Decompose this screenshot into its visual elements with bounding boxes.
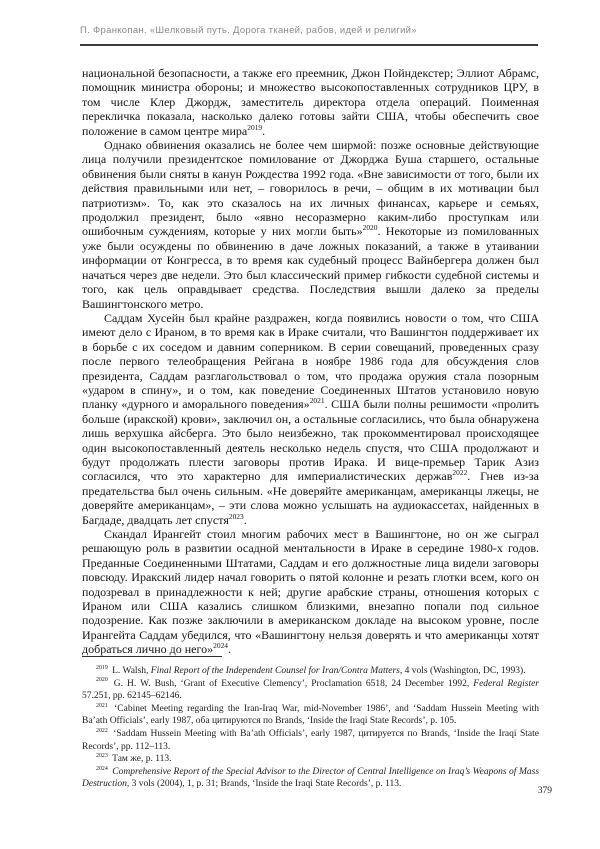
footnotes — [82, 665, 539, 791]
footnote: $^{2020}$ G. H. W. Bush, ‘Grant of Executive Clemency’, Proclamation 6518, 24 December 1992, Federal Register 57.251, pp. 62145–62146. — [82, 677, 540, 702]
footnote: $^{2019}$ L. Walsh, Final Report of the Independent Counsel for Iran/Contra Matters, 4 vols (Washington, DC, 1993). — [96, 664, 526, 676]
footnote-number: 2021 — [96, 702, 108, 709]
footnote-ref: 2021 — [309, 396, 325, 406]
paragraph: Однако обвинения оказались не более чем ширмой: позже основные действующие лица получили президентское помилование от Джорджа Буша старшего, остальные обвинения были сняты в канун Рождества 1992 года. «Вне зависимости от того, были их действия правильными или нет, – говорилось в речи, – общим в их мотивации был патриотизм». То, как это сказалось на их личных финансах, карьере и семьях, продолжил президент, было «явно несоразмерно каким-либо проступкам или ошибочным суждениям, которые у них могли быть»$^{2020}$. Некоторые из помилованных уже были осуждены по обвинению в даче ложных показаний, а также в утаивании информации от Конгресса, в то время как судебный процесс Вайнбергера должен был начаться через две недели. Это был классический пример гибкости судебной системы и того, как цель оправдывает средства. Последствия вышли далеко за пределы Вашингтонского метро. — [82, 138, 539, 311]
footnote-number: 2023 — [96, 753, 108, 759]
footnote-number: 2019 — [96, 664, 108, 671]
header-rule — [80, 44, 538, 46]
footnote: $^{2022}$ ‘Saddam Hussein Meeting with Ba’ath Officials’, early 1987, цитируется по Brands, ‘Inside the Iraqi State Records’, pp. 112–113. — [82, 727, 539, 752]
footnote-number: 2022 — [96, 727, 108, 734]
paragraph: Саддам Хусейн был крайне раздражен, когда появились новости о том, что США имеют дело с Ираном, в то время как в Ираке считали, что Вашингтон поддерживает их в борьбе с их соседом и давним соперником. В серии совещаний, проведенных сразу после первого телеобращения Рейгана в ноябре 1986 года для обсуждения слов президента, Саддам разглагольствовал о том, что продажа оружия стала позорным «ударом в спину», и о том, как поведение Соединенных Штатов установило новую планку «дурного и аморального поведения»$^{2021}$. США были полны решимости «пролить больше (иракской) крови», заключил он, а остальные согласились, что была обнаружена лишь верхушка айсберга. Это было неизбежно, так прокомментировал происходящее один высокопоставленный деятель несколько недель спустя, что США продолжают и будут продолжать плести заговоры против Ирака. И вице-премьер Тарик Азиз согласился, что это характерно для империалистических держав$^{2022}$. Гнев из-за предательства был очень сильным. «Не доверяйте американцам, американцы лжецы, не доверяйте американцам», – эти слова можно услышать на аудиокассетах, найденных в Багдаде, двадцать лет спустя$^{2023}$. — [82, 310, 539, 527]
footnote: $^{2023}$ Там же, p. 113. — [96, 753, 172, 765]
footnote-number: 2020 — [96, 677, 108, 684]
body-text — [82, 66, 539, 657]
footnote-ref: 2020 — [362, 223, 378, 233]
footnote-ref: 2023 — [228, 511, 244, 521]
footnote-ref: 2019 — [247, 122, 263, 132]
footnote-ref: 2022 — [452, 468, 468, 478]
paragraph: национальной безопасности, а также его преемник, Джон Пойндекстер; Эллиот Абрамс, помощник министра обороны; и множество высокопоставленных сотрудников ЦРУ, в том числе Клер Джордж, заместитель директора отдела операций. Поименная перекличка показала, насколько далеко готовы зайти США, чтобы обеспечить свое положение в самом центре мира$^{2019}$. — [82, 66, 539, 138]
footnote-number: 2024 — [96, 765, 108, 772]
footnote-ref: 2024 — [213, 641, 229, 651]
footnote-separator — [82, 656, 222, 657]
footnote: $^{2024}$ Comprehensive Report of the Special Advisor to the Director of Central Intelligence on Iraq’s Weapons of Mass Destruction, 3 vols (2004), 1, p. 31; Brands, ‘Inside the Iraqi State Records’, p. 113. — [82, 765, 540, 790]
paragraph: Скандал Ирангейт стоил многим рабочих мест в Вашингтоне, но он же сыграл решающую роль в развитии осадной ментальности в Ираке в середине 1980-х годов. Преданные Соединенными Штатами, Саддам и его должностные лица видели заговоры повсюду. Иракский лидер начал говорить о пятой колонне и резать глотки всем, кого он подозревал в принадлежности к ней; другие арабские страны, отношения которых с Ираном или США казались слишком близкими, внезапно попали под сильное подозрение. Как позже заключили в американском докладе на высоком уровне, после Ирангейта Саддам убедился, что «Вашингтону нельзя доверять и что американцы хотят добраться лично до него»$^{2024}$. — [82, 527, 539, 657]
footnote: $^{2021}$ ‘Cabinet Meeting regarding the Iran-Iraq War, mid-November 1986’, and ‘Saddam Hussein Meeting with Ba’ath Officials’, early 1987, оба цитируются по Brands, ‘Inside the Iraqi State Records’, p. 105. — [82, 702, 540, 727]
running-header: П. Франкопан. «Шелковый путь. Дорога тканей, рабов, идей и религий» — [80, 25, 417, 36]
page-number: 379 — [537, 786, 552, 796]
